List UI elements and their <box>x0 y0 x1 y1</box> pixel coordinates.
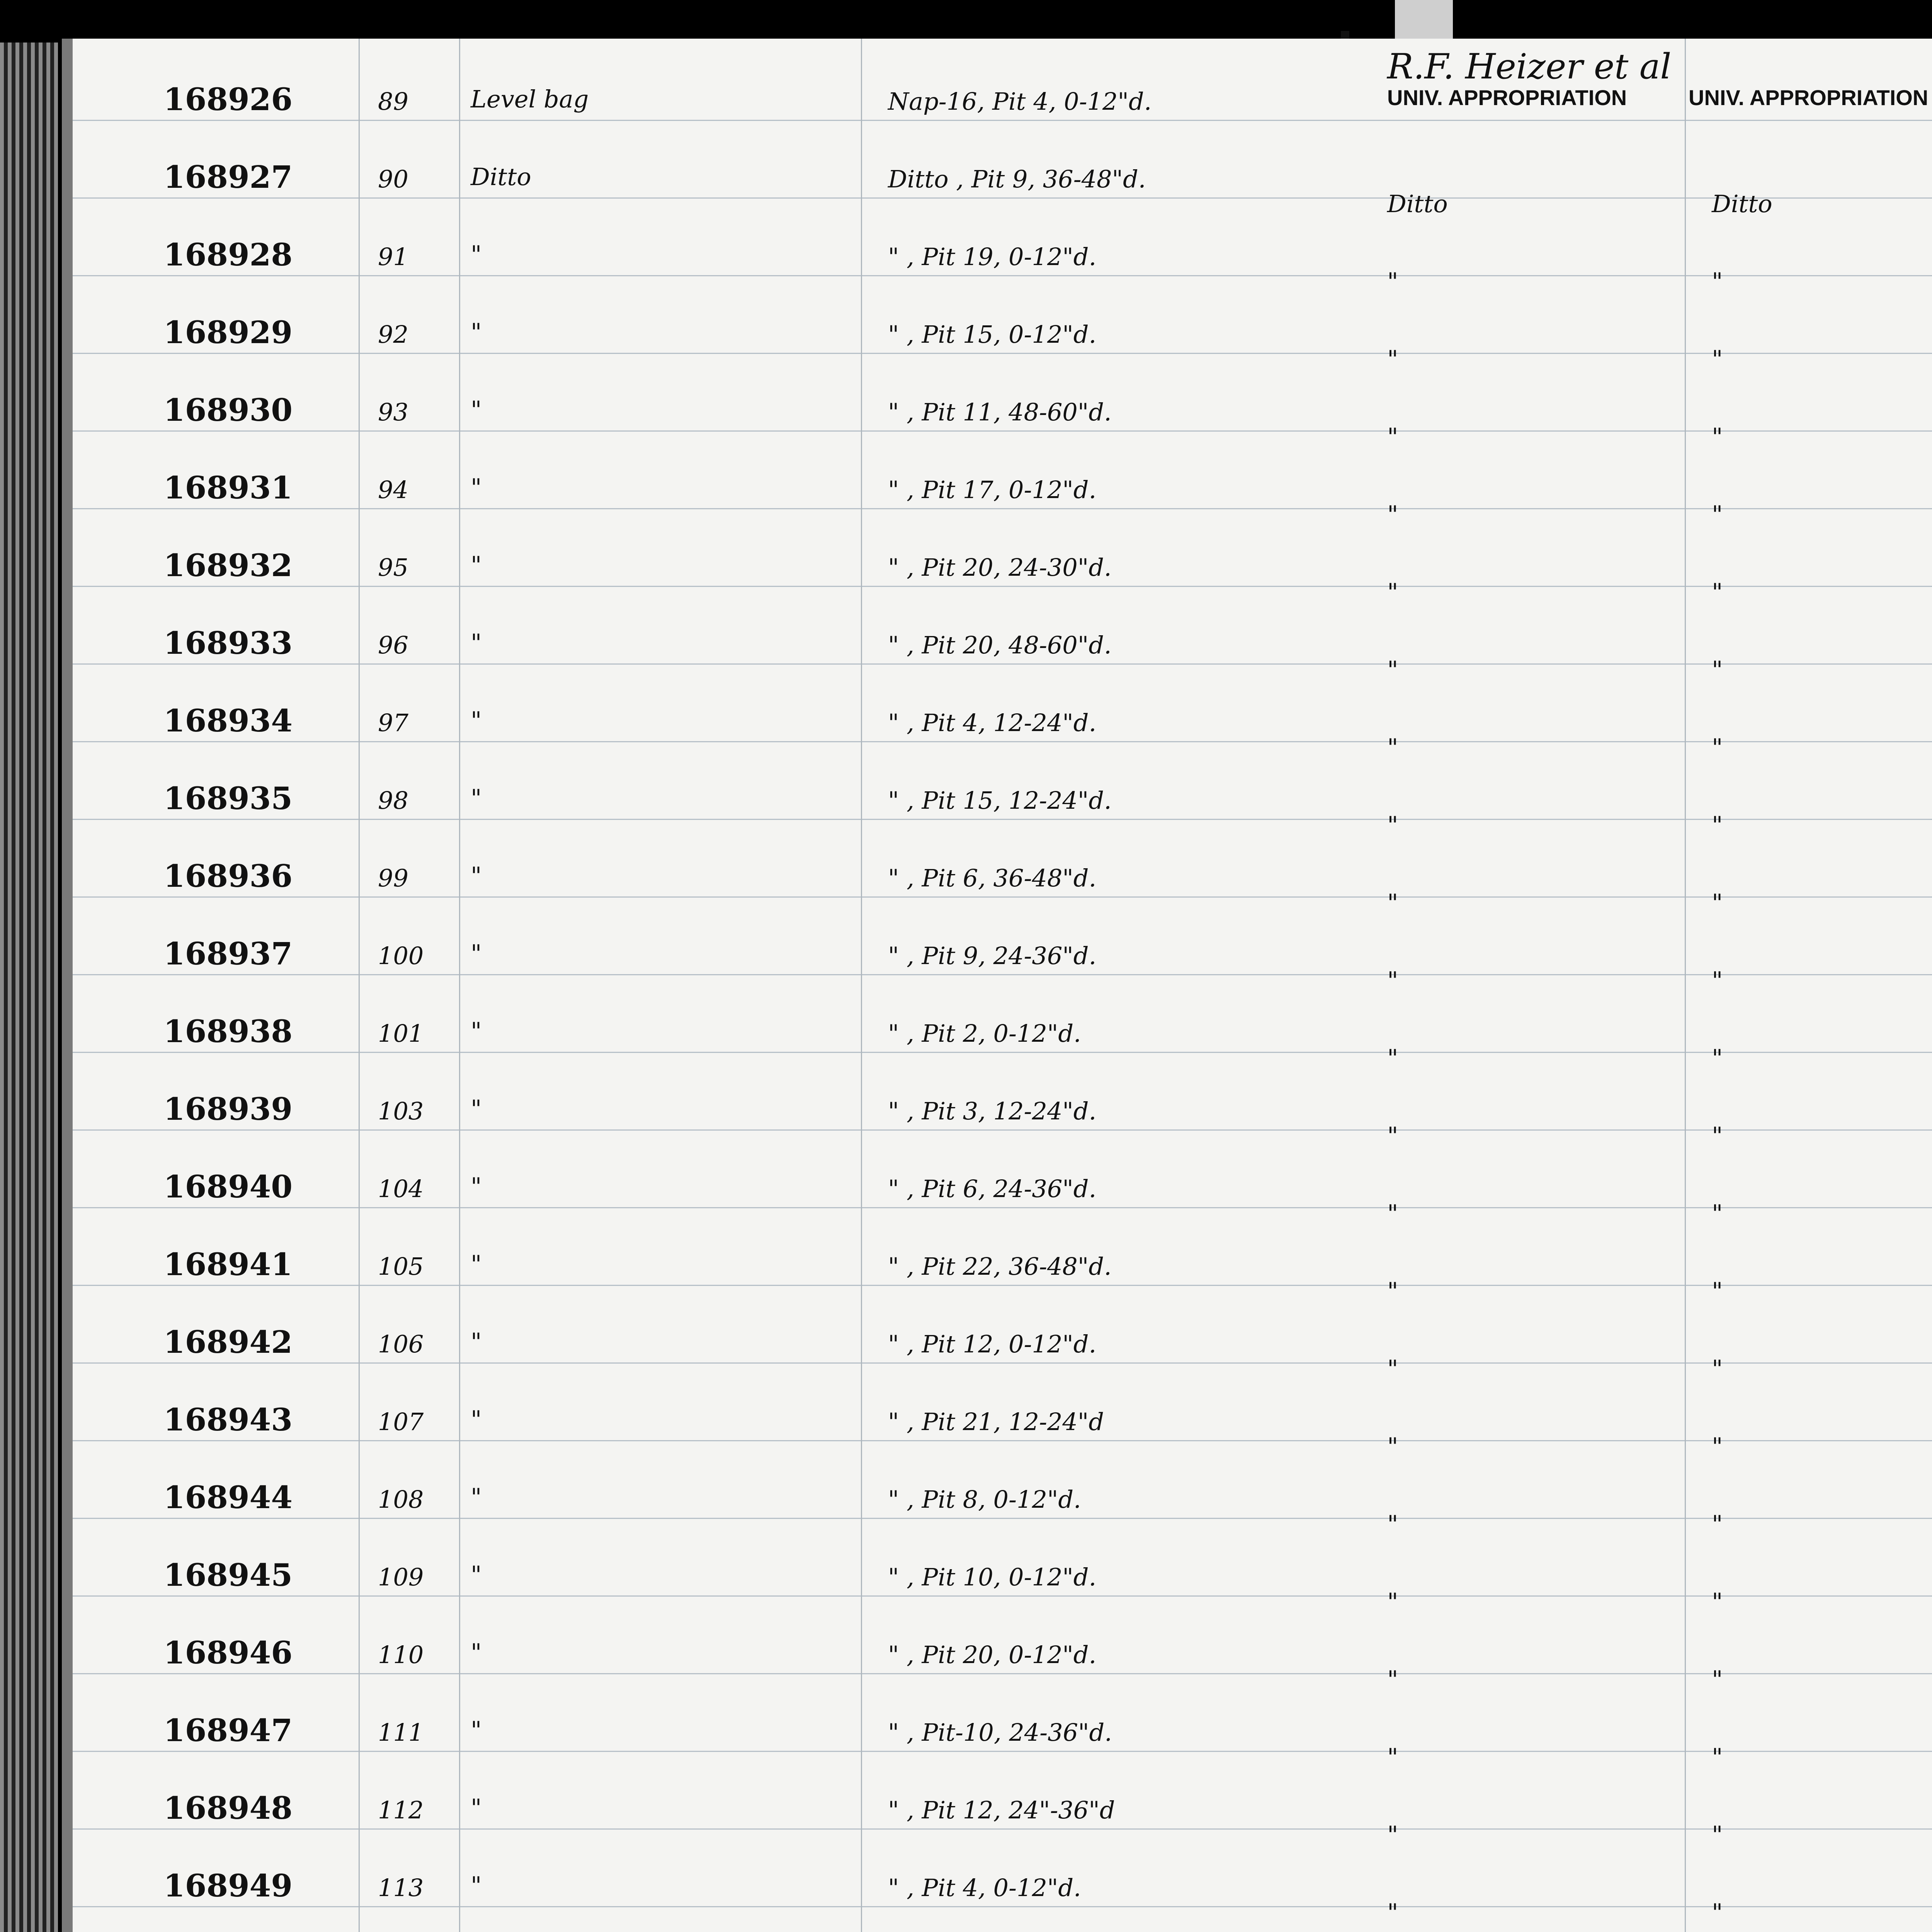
catalog-number: 168928 <box>163 236 293 273</box>
catalog-number: 168941 <box>163 1246 293 1282</box>
source-ditto: " <box>1712 656 1723 684</box>
table-row <box>1349 683 1932 760</box>
catalog-number: 168938 <box>163 1013 293 1049</box>
table-row <box>73 738 1352 815</box>
table-row <box>1349 1615 1932 1692</box>
catalog-number: 168936 <box>163 858 293 894</box>
table-row <box>1349 1071 1932 1149</box>
provenience: " , Pit 17, 0-12"d. <box>888 476 1097 504</box>
table-row <box>73 893 1352 970</box>
catalog-number: 168934 <box>163 702 293 739</box>
provenience: " , Pit 15, 12-24"d. <box>888 786 1112 815</box>
catalog-number: 168931 <box>163 469 293 506</box>
source-ditto: " <box>1387 1432 1398 1461</box>
table-row <box>73 1281 1352 1359</box>
table-row <box>73 194 1352 271</box>
table-row <box>73 1126 1352 1203</box>
description: Level bag <box>471 85 589 113</box>
table-row <box>1349 1382 1932 1459</box>
table-row <box>1349 1304 1932 1382</box>
source-ditto: " <box>1712 966 1723 995</box>
provenience: " , Pit 4, 0-12"d. <box>888 1874 1081 1902</box>
provenience: " , Pit 20, 24-30"d. <box>888 553 1112 582</box>
source-ditto: " <box>1712 733 1723 762</box>
description: " <box>471 1483 482 1511</box>
table-row <box>1349 217 1932 294</box>
table-row <box>1349 916 1932 993</box>
source-ditto: Ditto <box>1712 190 1772 218</box>
table-row <box>73 1359 1352 1436</box>
catalog-number: 168942 <box>163 1324 293 1360</box>
description: " <box>471 1017 482 1045</box>
provenience: " , Pit 20, 0-12"d. <box>888 1641 1097 1669</box>
source-ditto: " <box>1712 1665 1723 1694</box>
description: " <box>471 1095 482 1123</box>
catalog-number: 168937 <box>163 935 293 972</box>
source-ditto: " <box>1712 423 1723 451</box>
source-ditto: " <box>1712 811 1723 839</box>
catalog-number: 168930 <box>163 392 293 428</box>
provenience: " , Pit 4, 12-24"d. <box>888 709 1097 737</box>
source-ditto: " <box>1712 1588 1723 1616</box>
field-number: 100 <box>378 942 424 970</box>
source-ditto: " <box>1387 578 1398 606</box>
table-row <box>73 815 1352 893</box>
source-ditto: " <box>1387 1510 1398 1538</box>
table-row <box>73 39 1352 116</box>
table-row <box>73 116 1352 194</box>
provenience: " , Pit 6, 36-48"d. <box>888 864 1097 892</box>
table-row <box>1349 1149 1932 1226</box>
source-ditto: " <box>1387 733 1398 762</box>
table-row <box>73 1903 1352 1932</box>
source-ditto: Ditto <box>1387 190 1448 218</box>
appropriation-stamp: UNIV. APPROPRIATION <box>1387 85 1627 110</box>
field-number: 112 <box>378 1796 424 1824</box>
source-ditto: " <box>1712 1510 1723 1538</box>
source-ditto: " <box>1387 811 1398 839</box>
table-row <box>1349 761 1932 838</box>
table-row <box>1349 1848 1932 1925</box>
description: " <box>471 1794 482 1822</box>
provenience: " , Pit 21, 12-24"d <box>888 1408 1104 1436</box>
source-ditto: " <box>1387 889 1398 917</box>
description: " <box>471 629 482 657</box>
field-number: 94 <box>378 476 408 504</box>
field-number: 101 <box>378 1019 424 1048</box>
provenience: " , Pit 20, 48-60"d. <box>888 631 1112 659</box>
field-number: 95 <box>378 553 408 582</box>
table-row <box>1349 62 1932 139</box>
catalog-number: 168948 <box>163 1790 293 1826</box>
table-row <box>73 505 1352 582</box>
field-number: 98 <box>378 786 408 815</box>
table-row <box>73 1514 1352 1592</box>
field-number: 93 <box>378 398 408 426</box>
field-number: 91 <box>378 243 408 271</box>
source-ditto: " <box>1387 1898 1398 1927</box>
table-row <box>1349 1926 1932 1932</box>
description: " <box>471 240 482 269</box>
table-row <box>1349 1537 1932 1615</box>
field-number: 107 <box>378 1408 424 1436</box>
table-row <box>73 349 1352 427</box>
table-row <box>1349 1770 1932 1848</box>
provenience: " , Pit 11, 48-60"d. <box>888 398 1112 426</box>
provenience: " , Pit 22, 36-48"d. <box>888 1252 1112 1281</box>
source-ditto: " <box>1712 889 1723 917</box>
field-number: 90 <box>378 165 408 193</box>
source-ditto: " <box>1712 1044 1723 1072</box>
source-ditto: " <box>1387 423 1398 451</box>
provenience: " , Pit 19, 0-12"d. <box>888 243 1097 271</box>
provenience: Ditto , Pit 9, 36-48"d. <box>888 165 1146 193</box>
source-ditto: " <box>1387 656 1398 684</box>
table-row <box>1349 1460 1932 1537</box>
collector: R.F. Heizer et al <box>1387 46 1672 87</box>
ledger-right-page <box>1349 39 1932 1932</box>
description: " <box>471 1871 482 1900</box>
table-row <box>73 971 1352 1048</box>
source-ditto: " <box>1712 578 1723 606</box>
table-row <box>1349 994 1932 1071</box>
source-ditto: " <box>1387 345 1398 373</box>
catalog-number: 168947 <box>163 1712 293 1748</box>
catalog-number: 168935 <box>163 780 293 816</box>
description: " <box>471 939 482 968</box>
source-ditto: " <box>1387 500 1398 529</box>
table-row <box>1349 139 1932 217</box>
description: " <box>471 1405 482 1434</box>
description: " <box>471 1638 482 1667</box>
source-ditto: " <box>1387 1044 1398 1072</box>
provenience: " , Pit 12, 0-12"d. <box>888 1330 1097 1358</box>
field-number: 92 <box>378 320 408 349</box>
provenience: " , Pit 8, 0-12"d. <box>888 1485 1081 1514</box>
catalog-number: 168944 <box>163 1479 293 1515</box>
table-row <box>73 1825 1352 1902</box>
table-row <box>1349 1693 1932 1770</box>
source-ditto: " <box>1712 1355 1723 1383</box>
provenience: " , Pit 12, 24"-36"d <box>888 1796 1115 1824</box>
table-row <box>1349 605 1932 683</box>
source-ditto: " <box>1712 1898 1723 1927</box>
source-ditto: " <box>1712 1277 1723 1305</box>
table-row <box>1349 838 1932 916</box>
table-row <box>1349 528 1932 605</box>
provenience: Nap-16, Pit 4, 0-12"d. <box>888 87 1152 116</box>
catalog-number: 168945 <box>163 1557 293 1593</box>
description: " <box>471 1172 482 1201</box>
provenience: " , Pit 6, 24-36"d. <box>888 1175 1097 1203</box>
source-ditto: " <box>1387 1355 1398 1383</box>
field-number: 108 <box>378 1485 424 1514</box>
description: " <box>471 862 482 890</box>
table-row <box>73 1048 1352 1126</box>
source-ditto: " <box>1712 1432 1723 1461</box>
table-row <box>73 1670 1352 1747</box>
catalog-number: 168939 <box>163 1091 293 1127</box>
source-ditto: " <box>1387 267 1398 296</box>
field-number: 104 <box>378 1175 424 1203</box>
provenience: " , Pit 9, 24-36"d. <box>888 942 1097 970</box>
source-ditto: " <box>1712 1743 1723 1771</box>
field-number: 105 <box>378 1252 424 1281</box>
field-number: 110 <box>378 1641 424 1669</box>
table-row <box>1349 1227 1932 1304</box>
source-ditto: " <box>1387 966 1398 995</box>
ledger-left-page <box>62 39 1352 1932</box>
field-number: 103 <box>378 1097 424 1125</box>
field-number: 111 <box>378 1718 424 1747</box>
catalog-number: 168932 <box>163 547 293 583</box>
source-ditto: " <box>1712 1199 1723 1228</box>
source-ditto: " <box>1387 1743 1398 1771</box>
table-row <box>1349 450 1932 527</box>
source-ditto: " <box>1387 1199 1398 1228</box>
description: " <box>471 396 482 424</box>
table-row <box>73 272 1352 349</box>
catalog-number: 168933 <box>163 625 293 661</box>
description: " <box>471 706 482 735</box>
description: " <box>471 1250 482 1278</box>
catalog-number: 168946 <box>163 1634 293 1671</box>
table-row <box>1349 372 1932 450</box>
table-row <box>73 1592 1352 1669</box>
source-ditto: " <box>1712 345 1723 373</box>
catalog-number: 168927 <box>163 159 293 195</box>
provenience: " , Pit 2, 0-12"d. <box>888 1019 1081 1048</box>
table-row <box>73 1437 1352 1514</box>
provenience: " , Pit 10, 0-12"d. <box>888 1563 1097 1591</box>
source-ditto: " <box>1712 500 1723 529</box>
catalog-number: 168943 <box>163 1401 293 1438</box>
field-number: 99 <box>378 864 408 892</box>
provenience: " , Pit 3, 12-24"d. <box>888 1097 1097 1125</box>
source-ditto: " <box>1387 1588 1398 1616</box>
description: " <box>471 551 482 579</box>
appropriation-stamp: UNIV. APPROPRIATION <box>1689 85 1929 110</box>
field-number: 109 <box>378 1563 424 1591</box>
field-number: 106 <box>378 1330 424 1358</box>
table-row <box>73 1204 1352 1281</box>
source-ditto: " <box>1387 1122 1398 1150</box>
source-ditto: " <box>1387 1665 1398 1694</box>
field-number: 97 <box>378 709 408 737</box>
description: " <box>471 473 482 502</box>
catalog-number: 168940 <box>163 1168 293 1205</box>
description: " <box>471 318 482 346</box>
table-row <box>73 582 1352 660</box>
table-row <box>73 660 1352 737</box>
table-row <box>73 427 1352 504</box>
description: " <box>471 1328 482 1356</box>
field-number: 96 <box>378 631 408 659</box>
provenience: " , Pit-10, 24-36"d. <box>888 1718 1112 1747</box>
bookmark-ribbon <box>1395 0 1453 43</box>
description: " <box>471 784 482 812</box>
catalog-number: 168926 <box>163 81 293 117</box>
table-row <box>73 1747 1352 1825</box>
source-ditto: " <box>1387 1277 1398 1305</box>
table-row <box>1349 295 1932 372</box>
page-edges-left <box>0 43 58 1932</box>
source-ditto: " <box>1387 1821 1398 1849</box>
description: " <box>471 1716 482 1744</box>
source-ditto: " <box>1712 1122 1723 1150</box>
catalog-number: 168949 <box>163 1867 293 1904</box>
source-ditto: " <box>1712 267 1723 296</box>
field-number: 89 <box>378 87 408 116</box>
source-ditto: " <box>1712 1821 1723 1849</box>
description: Ditto <box>471 163 531 191</box>
field-number: 113 <box>378 1874 424 1902</box>
catalog-number: 168929 <box>163 314 293 350</box>
description: " <box>471 1561 482 1589</box>
provenience: " , Pit 15, 0-12"d. <box>888 320 1097 349</box>
